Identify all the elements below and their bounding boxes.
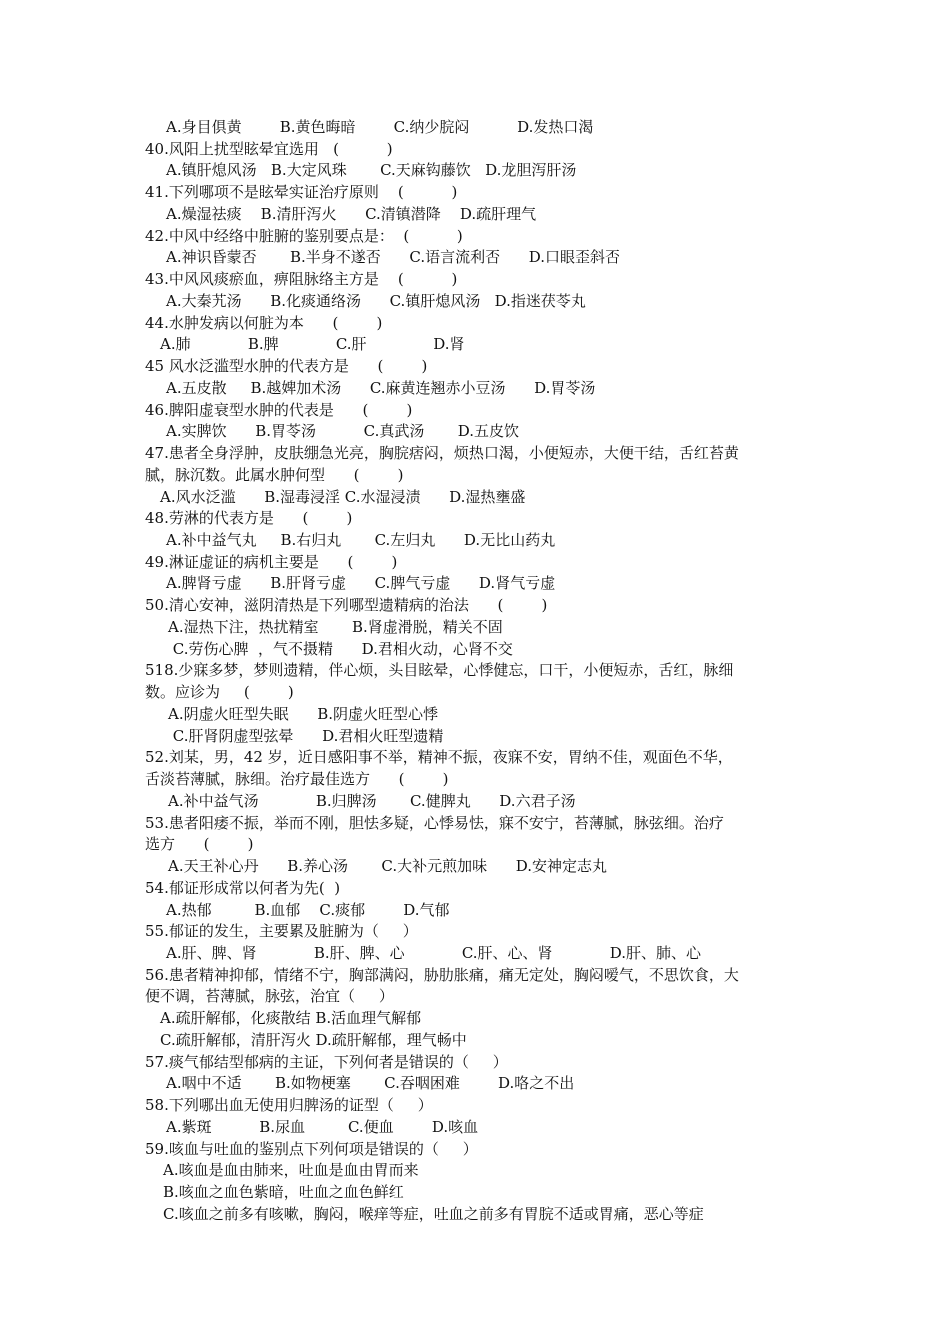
text-line: 518.少寐多梦，梦则遗精，伴心烦，头目眩晕，心悸健忘，口干，小便短赤，舌红，脉细 — [145, 661, 734, 679]
text-line: 53.患者阳痿不振，举而不刚，胆怯多疑，心悸易怯，寐不安宁，苔薄腻，脉弦细。治疗 — [145, 814, 724, 832]
text-line: A.补中益气汤 B.归脾汤 C.健脾丸 D.六君子汤 — [168, 792, 576, 810]
text-line: A.镇肝熄风汤 B.大定风珠 C.天麻钩藤饮 D.龙胆泻肝汤 — [166, 161, 577, 179]
text-line: A.肝、脾、肾 B.肝、脾、心 C.肝、心、肾 D.肝、肺、心 — [166, 944, 702, 962]
text-line: 41.下列哪项不是眩晕实证治疗原则 ( ) — [145, 183, 458, 201]
text-line: 58.下列哪出血无使用归脾汤的证型（ ） — [145, 1096, 433, 1114]
text-line: 46.脾阳虚衰型水肿的代表是 ( ) — [145, 401, 413, 419]
text-line: 50.清心安神，滋阴清热是下列哪型遗精病的治法 ( ) — [145, 596, 548, 614]
text-line: 舌淡苔薄腻，脉细。治疗最佳选方 ( ) — [145, 770, 449, 788]
text-line: A.神识昏蒙否 B.半身不遂否 C.语言流利否 D.口眼歪斜否 — [166, 248, 620, 266]
text-line: B.咳血之血色紫暗，吐血之血色鲜红 — [163, 1183, 404, 1201]
text-line: C.劳伤心脾 ，气不摄精 D.君相火动，心肾不交 — [168, 640, 513, 658]
text-line: A.大秦艽汤 B.化痰通络汤 C.镇肝熄风汤 D.指迷茯苓丸 — [166, 292, 586, 310]
text-line: C.肝肾阴虚型弦晕 D.君相火旺型遗精 — [168, 727, 444, 745]
text-line: 43.中风风痰瘀血，痹阻脉络主方是 ( ) — [145, 270, 458, 288]
text-line: 47.患者全身浮肿，皮肤绷急光亮，胸脘痞闷，烦热口渴，小便短赤，大便干结，舌红苔黄 — [145, 444, 739, 462]
text-line: A.风水泛滥 B.湿毒浸淫 C.水湿浸渍 D.湿热壅盛 — [160, 488, 526, 506]
text-line: A.五皮散 B.越婢加术汤 C.麻黄连翘赤小豆汤 D.胃苓汤 — [166, 379, 596, 397]
text-line: A.阴虚火旺型失眠 B.阴虚火旺型心悸 — [168, 705, 439, 723]
text-line: A.实脾饮 B.胃苓汤 C.真武汤 D.五皮饮 — [166, 422, 520, 440]
text-line: C.疏肝解郁，清肝泻火 D.疏肝解郁，理气畅中 — [160, 1031, 467, 1049]
text-line: 腻，脉沉数。此属水肿何型 ( ) — [145, 466, 404, 484]
text-line: 56.患者精神抑郁，情绪不宁，胸部满闷，胁肋胀痛，痛无定处，胸闷嗳气，不思饮食，大 — [145, 966, 739, 984]
text-line: A.疏肝解郁，化痰散结 B.活血理气解郁 — [160, 1009, 422, 1027]
text-line: 数。应诊为 ( ) — [145, 683, 294, 701]
text-line: A.咽中不适 B.如物梗塞 C.吞咽困难 D.咯之不出 — [166, 1074, 575, 1092]
text-line: 59.咳血与吐血的鉴别点下列何项是错误的（ ） — [145, 1140, 478, 1158]
text-line: 57.痰气郁结型郁病的主证，下列何者是错误的（ ） — [145, 1053, 508, 1071]
text-line: A.补中益气丸 B.右归丸 C.左归丸 D.无比山药丸 — [166, 531, 556, 549]
text-line: A.燥湿祛痰 B.清肝泻火 C.清镇潜降 D.疏肝理气 — [166, 205, 537, 223]
text-line: A.身目俱黄 B.黄色晦暗 C.纳少脘闷 D.发热口渴 — [166, 118, 594, 136]
text-line: A.肺 B.脾 C.肝 D.肾 — [160, 335, 465, 353]
text-line: A.咳血是血由肺来，吐血是血由胃而来 — [163, 1161, 419, 1179]
text-line: 55.郁证的发生，主要累及脏腑为（ ） — [145, 922, 418, 940]
text-line: A.脾肾亏虚 B.肝肾亏虚 C.脾气亏虚 D.肾气亏虚 — [166, 574, 556, 592]
text-line: 42.中风中经络中脏腑的鉴别要点是： ( ) — [145, 227, 463, 245]
text-line: A.湿热下注，热扰精室 B.肾虚滑脱，精关不固 — [168, 618, 503, 636]
text-line: A.热郁 B.血郁 C.痰郁 D.气郁 — [166, 901, 450, 919]
text-line: 44.水肿发病以何脏为本 ( ) — [145, 314, 383, 332]
text-line: 便不调，苔薄腻，脉弦，治宜（ ） — [145, 987, 394, 1005]
text-line: 选方 ( ) — [145, 835, 254, 853]
text-line: 54.郁证形成常以何者为先( ) — [145, 879, 341, 897]
text-line: 49.淋证虚证的病机主要是 ( ) — [145, 553, 398, 571]
text-line: 52.刘某，男，42 岁，近日感阳事不举，精神不振，夜寐不安，胃纳不佳，观面色不华， — [145, 748, 733, 766]
text-line: A.紫斑 B.尿血 C.便血 D.咳血 — [166, 1118, 479, 1136]
text-line: 48.劳淋的代表方是 ( ) — [145, 509, 353, 527]
text-line: C.咳血之前多有咳嗽，胸闷，喉痒等症，吐血之前多有胃脘不适或胃痛，恶心等症 — [163, 1205, 704, 1223]
text-line: A.天王补心丹 B.养心汤 C.大补元煎加味 D.安神定志丸 — [168, 857, 607, 875]
text-line: 45 风水泛滥型水肿的代表方是 ( ) — [145, 357, 428, 375]
text-line: 40.风阳上扰型眩晕宜选用 ( ) — [145, 140, 393, 158]
